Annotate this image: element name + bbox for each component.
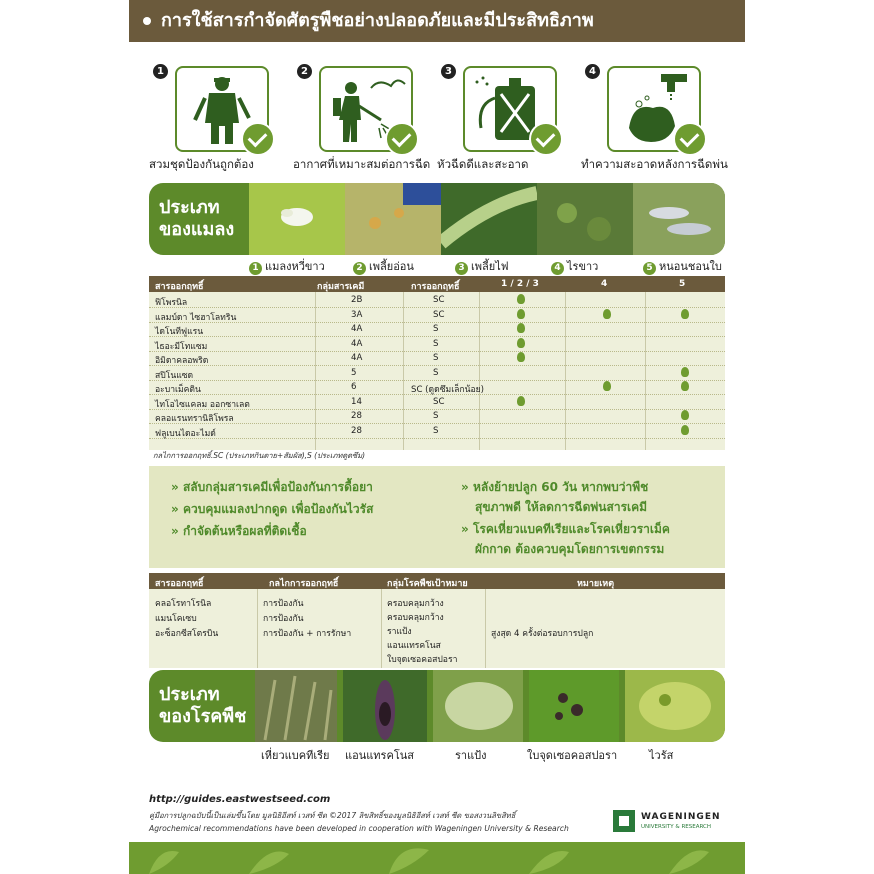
leafminer-photo [633,183,725,255]
effective-mark-icon [517,396,525,406]
mite-photo [537,183,633,255]
effective-mark-icon [681,410,689,420]
leaf-decoration-strip [129,842,745,874]
bullet-icon [143,17,151,25]
table-row: ฟิโพรนิล 2B SC [149,293,725,308]
check-icon [241,122,275,156]
pest-types-label: ประเภท ของแมลง [159,197,235,240]
step-handwash [581,60,728,178]
table-row: อะบาเม็คติน 6 SC (ดูดซึมเล็กน้อย) [149,380,725,395]
effective-mark-icon [517,352,525,362]
table-row: ไดโนทีฟูแรน 4A S [149,322,725,337]
pest-item: 4 ไรขาว [551,257,598,275]
disease-name: ไวรัส [649,749,674,762]
step-nozzle [437,60,581,178]
disease-name: ใบจุดเซอคอสปอรา [527,749,618,762]
aphid-photo [345,183,441,255]
table-row: แลมบ์ดา ไซฮาโลทริน 3A SC [149,308,725,323]
fungicide-target: ใบจุดเซอคอสปอรา [387,655,458,665]
disease-name: ราแป้ง [455,749,487,762]
thrips-photo [441,183,537,255]
fungicide-remark: สูงสุด 4 ครั้งต่อรอบการปลูก [491,629,594,639]
fungicide-mechanism: การป้องกัน [263,599,304,609]
step-number: 1 [153,64,168,79]
cercospora-leaf-spot-photo [529,670,619,742]
step-number: 3 [441,64,456,79]
wageningen-logo-icon [613,810,635,832]
whitefly-photo [249,183,345,255]
tip-item: » กำจัดต้นหรือผลที่ติดเชื้อ [171,524,307,538]
cooperation-text: Agrochemical recommendations have been developed in cooperation with Wageningen University & Research [149,824,569,833]
fungicide-table [149,573,725,668]
pest-item: 3 เพลี้ยไฟ [455,257,509,275]
fungicide-target: ครอบคลุมกว้าง [387,599,444,609]
tips-panel [149,466,725,568]
step-number: 2 [297,64,312,79]
fungicide-target: แอนแทรคโนส [387,641,441,651]
table-row: ไทโอไซแคลม ออกซาเลต 14 SC [149,395,725,410]
effective-mark-icon [517,294,525,304]
effective-mark-icon [517,338,525,348]
step-weather [293,60,437,178]
table-row: ไธอะมีโทแซม 4A S [149,337,725,352]
website-link[interactable]: http://guides.eastwestseed.com [149,794,331,805]
fungicide-target: ราแป้ง [387,627,412,637]
effective-mark-icon [681,367,689,377]
tip-item-cont: ผักกาด ต้องควบคุมโดยการเขตกรรม [475,542,665,556]
effective-mark-icon [517,309,525,319]
effective-mark-icon [681,309,689,319]
insecticide-table [149,276,725,450]
poster [129,0,745,874]
pest-types-band [149,183,725,255]
step-caption: สวมชุดป้องกันถูกต้อง [149,157,254,171]
step-caption: อากาศที่เหมาะสมต่อการฉีด [293,157,431,171]
powdery-mildew-photo [433,670,523,742]
pest-names [249,257,729,275]
tip-item-cont: สุขภาพดี ให้ลดการฉีดพ่นสารเคมี [475,500,648,514]
effective-mark-icon [681,381,689,391]
pest-item: 1 แมลงหวี่ขาว [249,257,325,275]
fungicide-mechanism: การป้องกัน + การรักษา [263,629,352,639]
step-protective-suit [149,60,293,178]
check-icon [385,122,419,156]
fungicide-name: แมนโคเซบ [155,614,197,624]
page-title: การใช้สารกำจัดศัตรูพืชอย่างปลอดภัยและมีประสิทธิภาพ [161,10,594,31]
fungicide-name: อะซ็อกซีสโตรบิน [155,629,219,639]
step-number: 4 [585,64,600,79]
table-header: สารออกฤทธิ์ กลุ่มสารเคมี การออกฤทธิ์ 1 / 2 / 3 4 5 [149,276,725,292]
anthracnose-photo [343,670,427,742]
pest-item: 5 หนอนชอนใบ [643,257,722,275]
table-header: สารออกฤทธิ์ กลไกการออกฤทธิ์ กลุ่มโรคพืชเป้าหมาย หมายเหตุ [149,573,725,589]
tip-item: » สลับกลุ่มสารเคมีเพื่อป้องกันการดื้อยา [171,480,373,494]
disease-types-label: ประเภท ของโรคพืช [159,684,247,727]
table-row: ฟลูเบนไดอะไมด์ 28 S [149,424,725,439]
table-row: คลอแรนทรานิลิโพรล 28 S [149,409,725,424]
fungicide-name: คลอโรทาโรนิล [155,599,212,609]
table-note: กลไกการออกฤทธิ์.SC (ประเภทกินตาย+สัมผัส),S (ประเภทดูดซึม) [153,451,366,460]
tip-item: » หลังย้ายปลูก 60 วัน หากพบว่าพืช [461,480,649,494]
pest-item: 2 เพลี้ยอ่อน [353,257,414,275]
check-icon [529,122,563,156]
effective-mark-icon [603,381,611,391]
copyright-text: คู่มือการปลูกฉบับนี้เป็นเล่มขึ้นโดย มูลนิธิอีสท์ เวสท์ ซีด ©2017 ลิขสิทธิ์ของมูลนิธิอีสท์ เวสท์ ซีด ขอสงวนลิขสิทธิ์ [149,811,516,820]
effective-mark-icon [603,309,611,319]
wageningen-logo: WAGENINGEN UNIVERSITY & RESEARCH [613,810,733,834]
step-caption: ทำความสะอาดหลังการฉีดพ่น [581,157,728,171]
virus-photo [625,670,725,742]
check-icon [673,122,707,156]
step-caption: หัวฉีดดีและสะอาด [437,157,529,171]
tip-item: » โรคเหี่ยวแบคทีเรียและโรคเหี่ยวราเม็ค [461,522,670,536]
fungicide-target: ครอบคลุมกว้าง [387,613,444,623]
tip-item: » ควบคุมแมลงปากดูด เพื่อป้องกันไวรัส [171,502,374,516]
bacterial-wilt-photo [255,670,337,742]
disease-types-band [149,670,725,742]
disease-name: แอนแทรคโนส [345,749,414,762]
fungicide-mechanism: การป้องกัน [263,614,304,624]
table-row: อิมิดาคลอพริด 4A S [149,351,725,366]
table-row: สปิโนแซด 5 S [149,366,725,381]
effective-mark-icon [517,323,525,333]
effective-mark-icon [681,425,689,435]
title-bar [129,0,745,42]
disease-name: เหี่ยวแบคทีเรีย [261,749,330,762]
